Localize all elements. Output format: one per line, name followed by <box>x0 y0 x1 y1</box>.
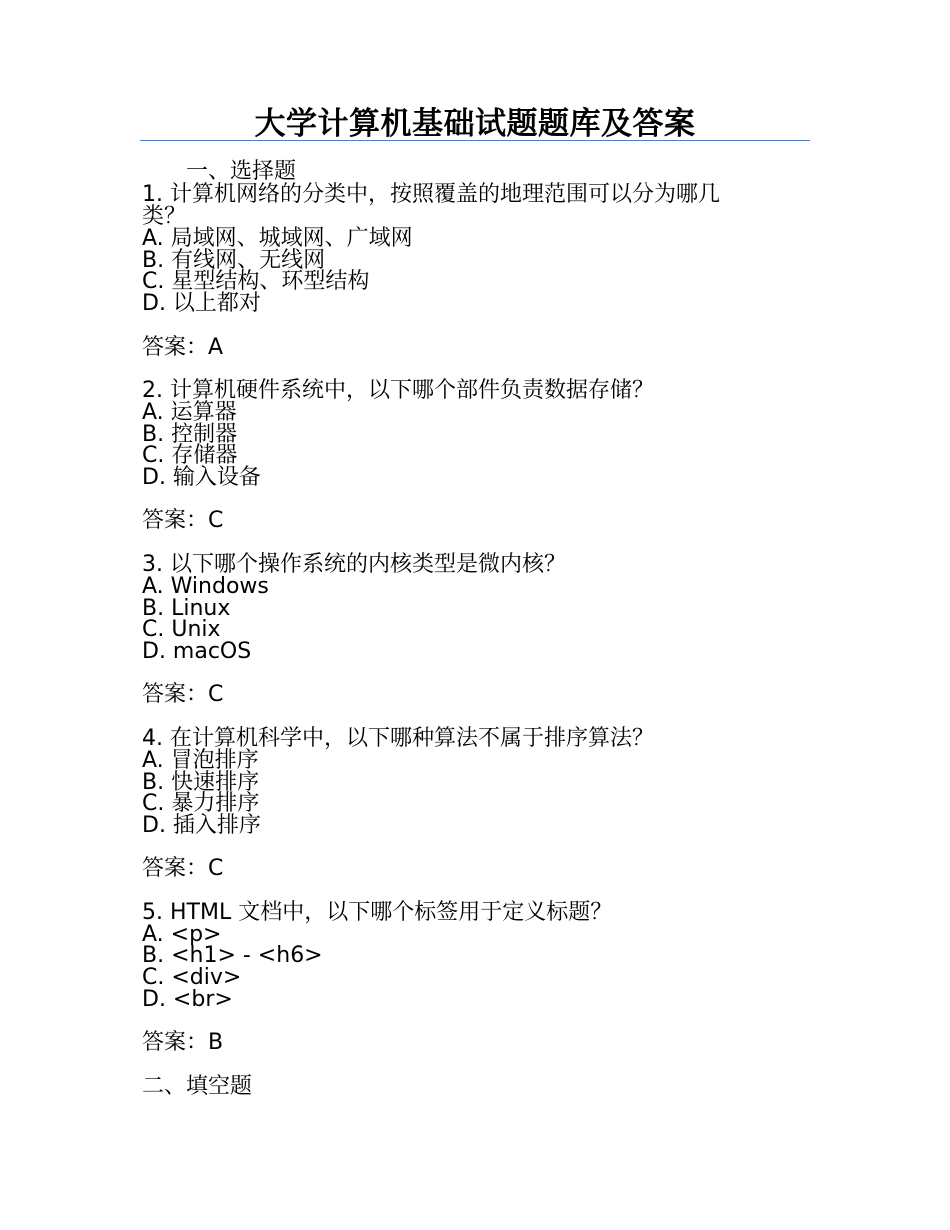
question-2-answer: 答案：C <box>142 508 224 533</box>
question-1-option-d: D. 以上都对 <box>142 291 261 316</box>
question-3-answer: 答案：C <box>142 682 224 707</box>
question-1-stem: 1. 计算机网络的分类中，按照覆盖的地理范围可以分为哪几 <box>142 182 720 207</box>
question-5-option-a: A. <p> <box>142 922 222 947</box>
question-3-option-c: C. Unix <box>142 617 221 642</box>
question-2-option-b: B. 控制器 <box>142 422 238 447</box>
question-4-stem: 4. 在计算机科学中，以下哪种算法不属于排序算法？ <box>142 726 654 751</box>
question-4-option-a: A. 冒泡排序 <box>142 748 259 773</box>
question-4-option-d: D. 插入排序 <box>142 813 261 838</box>
title-underline <box>140 140 810 141</box>
question-4-option-b: B. 快速排序 <box>142 770 260 795</box>
question-2-option-c: C. 存储器 <box>142 443 238 468</box>
question-5-answer: 答案：B <box>142 1030 224 1055</box>
question-1-answer: 答案：A <box>142 335 224 360</box>
question-4-answer: 答案：C <box>142 856 224 881</box>
question-1-option-a: A. 局域网、城域网、广域网 <box>142 226 413 251</box>
question-5-option-b: B. <h1> - <h6> <box>142 943 323 968</box>
question-4-option-c: C. 暴力排序 <box>142 791 260 816</box>
question-1-option-b: B. 有线网、无线网 <box>142 248 326 273</box>
document-title: 大学计算机基础试题题库及答案 <box>254 106 696 142</box>
question-2-option-a: A. 运算器 <box>142 400 237 425</box>
section-heading-fill-blank: 二、填空题 <box>142 1074 253 1099</box>
question-5-option-d: D. <br> <box>142 987 233 1012</box>
question-2-stem: 2. 计算机硬件系统中，以下哪个部件负责数据存储？ <box>142 378 654 403</box>
question-1-option-c: C. 星型结构、环型结构 <box>142 269 370 294</box>
question-2-option-d: D. 输入设备 <box>142 465 261 490</box>
question-3-option-b: B. Linux <box>142 596 231 621</box>
question-1-stem-cont: 类？ <box>142 204 187 229</box>
question-5-stem: 5. HTML 文档中，以下哪个标签用于定义标题？ <box>142 900 613 925</box>
question-3-option-a: A. Windows <box>142 574 269 599</box>
section-heading-choice: 一、选择题 <box>186 159 297 184</box>
question-5-option-c: C. <div> <box>142 965 242 990</box>
question-3-option-d: D. macOS <box>142 639 252 664</box>
question-3-stem: 3. 以下哪个操作系统的内核类型是微内核？ <box>142 552 566 577</box>
